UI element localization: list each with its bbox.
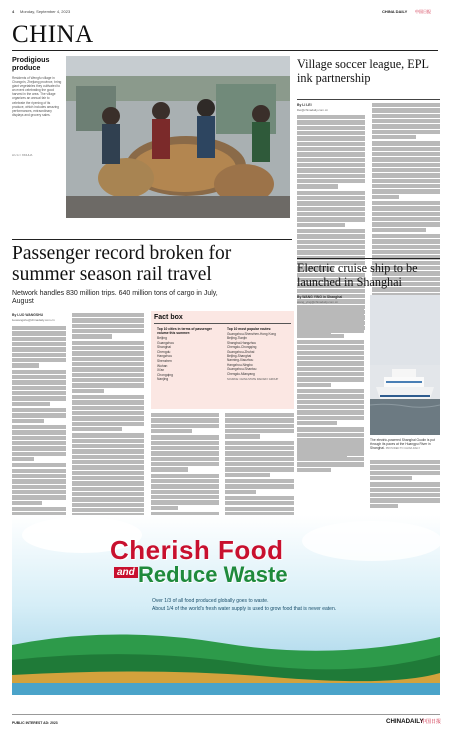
soccer-byline: By LI LEI — [297, 103, 312, 107]
route-item: Guangzhou-Shantou — [227, 367, 257, 372]
ship-headline: Electric cruise ship to be launched in Shanghai — [297, 261, 418, 289]
rail-top-rule — [12, 239, 292, 240]
footer-brand: CHINADAILY — [386, 718, 424, 725]
feature-caption: Residents of Wengfu village in Changxin, Zhejiang province, bring giant vegetables they cultivated to an event celebrating the good harvest in the area. The village organizes an annual fair to celebrate the ripening of its produce, which includes amazing performances, extraordinary displays and grocery sales. — [12, 76, 62, 117]
rail-subhead: Network handles 830 million trips. 640 million tons of cargo in July, August — [12, 290, 218, 306]
route-item: Shanghai-Hangzhou — [227, 340, 257, 345]
rail-email: luowangshu@chinadaily.com.cn — [12, 318, 55, 322]
ship-byline: By WANG YING in Shanghai — [297, 295, 343, 299]
footer-ad-label: PUBLIC INTEREST AD: 2023 — [12, 721, 58, 725]
rail-body-col3 — [151, 413, 219, 527]
fact-box — [151, 311, 294, 409]
masthead-brand-cn: 中国日报 — [415, 9, 431, 14]
issue-date: Monday, September 4, 2023 — [20, 9, 71, 14]
city-item: Guangzhou — [157, 340, 175, 345]
rail-byline: By LUO WANGSHU — [12, 313, 44, 317]
fact-box-routes-list — [227, 332, 291, 376]
city-item: Shenzhen — [157, 358, 172, 363]
rail-body-col4 — [225, 413, 294, 527]
rail-body-col1 — [12, 326, 66, 543]
soccer-email: lilei@chinadaily.com.cn — [297, 108, 329, 112]
page-number: 4 — [12, 9, 15, 14]
route-item: Nanning-Xiaozhou — [227, 358, 254, 363]
ship-body-col1b — [297, 441, 364, 472]
city-item: Xi'an — [157, 368, 165, 373]
header-rule — [12, 50, 438, 51]
city-item: Nanjing — [157, 377, 169, 382]
fact-box-title: Fact box — [154, 314, 183, 321]
city-item: Beijing — [157, 336, 167, 340]
ad-stat-1: Over 1/3 of all food produced globally goes to waste. — [152, 598, 269, 604]
city-item: Chengdu — [157, 349, 171, 354]
ship-top-rule — [297, 258, 440, 259]
ship-body-col1 — [297, 307, 364, 458]
ad-stat-2: About 1/4 of the world's fresh water supply is used to grow food that is never eaten. — [152, 606, 337, 612]
route-item: Beijing-Tianjin — [227, 336, 247, 341]
fact-box-cities-title: Top 10 cities in terms of passenger volume this summer: — [157, 327, 212, 336]
route-item: Beijing-Shanghai — [227, 354, 252, 359]
feature-credit: LIU LI / XINHUA — [12, 153, 33, 157]
city-item: Wuhan — [157, 363, 168, 368]
route-item: Guangzhou-Zhuhai — [227, 349, 255, 354]
ship-email: wang_ying@chinadaily.com.cn — [297, 300, 339, 304]
ad-title-and: and — [114, 567, 138, 578]
ship-caption — [370, 438, 440, 452]
harvest-photo — [66, 56, 290, 218]
city-item: Chongqing — [157, 372, 173, 377]
fact-box-cities-list — [157, 336, 219, 382]
public-interest-ad — [12, 515, 440, 695]
route-item: Hangzhou-Ningbo — [227, 362, 253, 367]
route-item: Chengdu-Mianyang — [227, 371, 255, 376]
soccer-headline: Village soccer league, EPL ink partnership — [297, 57, 429, 85]
route-item: Chengdu-Chongqing — [227, 345, 257, 350]
ad-title-line1: Cherish Food — [110, 535, 284, 565]
ship-photo — [370, 295, 440, 435]
ship-body-col2 — [370, 460, 440, 508]
fact-box-routes-title: Top 10 most popular routes: — [227, 327, 272, 331]
section-title: CHINA — [12, 21, 94, 48]
soccer-rule — [297, 99, 440, 100]
ship-caption-text: The electric-powered Shanghai Guolin is put through its paces at the Huangpu River in Shanghai. — [370, 438, 435, 451]
ad-title-line2: Reduce Waste — [138, 562, 288, 587]
ship-photo-credit: PROVIDED TO CHINA DAILY — [385, 447, 421, 451]
footer-brand-cn: 中国日报 — [421, 719, 442, 725]
masthead-brand: CHINA DAILY — [382, 9, 408, 14]
route-item: Guangzhou-Shenzhen-Hong Kong — [227, 332, 276, 336]
fact-box-rule — [154, 323, 291, 324]
rail-headline: Passenger record broken for summer season rail travel — [12, 243, 232, 285]
city-item: Hangzhou — [157, 354, 173, 359]
city-item: Shanghai — [157, 345, 171, 350]
fact-box-source: SOURCE: CHINA STATE RAILWAY GROUP — [227, 378, 279, 381]
footer-rule — [12, 714, 440, 715]
feature-headline: Prodigious produce — [12, 55, 50, 72]
